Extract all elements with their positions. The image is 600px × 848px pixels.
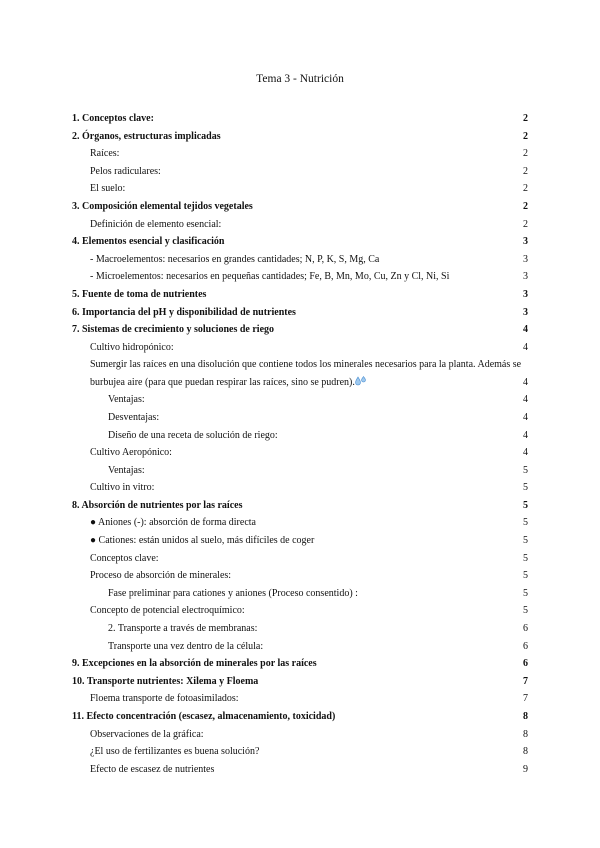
toc-entry-label: Cultivo hidropónico: <box>90 341 174 353</box>
toc-entry[interactable] <box>72 444 528 462</box>
toc-entry[interactable] <box>72 286 528 304</box>
toc-entry-label: Sumergir las raíces en una disolución que contiene todos los minerales necesarios para la planta. Además se burbujea aire (para que puedan respirar las raíces, sino se pudren). <box>90 359 522 388</box>
toc-entry-page: 3 <box>523 306 528 318</box>
toc-entry-page: 3 <box>523 271 528 283</box>
toc-entry[interactable] <box>72 620 528 638</box>
toc-entry[interactable] <box>72 761 528 779</box>
toc-entry-page: 7 <box>523 675 528 687</box>
toc-entry[interactable] <box>72 409 528 427</box>
toc-entry[interactable] <box>72 427 528 445</box>
toc-entry-page: 8 <box>523 728 528 740</box>
toc-entry-label: - Macroelementos: necesarios en grandes cantidades; N, P, K, S, Mg, Ca <box>90 253 380 265</box>
toc-entry-page: 6 <box>523 623 528 635</box>
toc-entry[interactable] <box>72 673 528 691</box>
toc-entry[interactable] <box>72 462 528 480</box>
toc-entry-label: ● Aniones (-): absorción de forma directa <box>90 517 256 529</box>
toc-entry[interactable] <box>72 110 528 128</box>
toc-entry-page: 9 <box>523 763 528 775</box>
toc-entry[interactable] <box>72 514 528 532</box>
toc-entry[interactable] <box>72 743 528 761</box>
toc-entry-label: Cultivo in vitro: <box>90 482 155 494</box>
toc-entry-page: 8 <box>523 746 528 758</box>
toc-entry[interactable] <box>72 321 528 339</box>
toc-entry-label: Conceptos clave: <box>90 552 159 564</box>
toc-entry-page: 2 <box>523 113 528 124</box>
toc-entry-label: 3. Composición elemental tejidos vegetales <box>72 200 253 212</box>
toc-entry-page: 5 <box>523 499 528 511</box>
toc-entry-label: Efecto de escasez de nutrientes <box>90 763 215 775</box>
toc-entry-page: 7 <box>523 693 528 705</box>
toc-entry-label: 9. Excepciones en la absorción de minerales por las raíces <box>72 658 317 670</box>
toc-entry[interactable] <box>72 145 528 163</box>
toc-entry-page: 2 <box>523 130 528 142</box>
toc-entry[interactable] <box>72 585 528 603</box>
toc-entry-page: 2 <box>523 200 528 212</box>
document-title: Tema 3 - Nutrición <box>256 73 344 85</box>
toc-entry-label: Fase preliminar para cationes y aniones (Proceso consentido) : <box>108 587 358 599</box>
table-of-contents <box>72 110 528 778</box>
toc-entry-label: 6. Importancia del pH y disponibilidad de nutrientes <box>72 306 296 318</box>
toc-entry-label: Observaciones de la gráfica: <box>90 728 204 740</box>
toc-entry[interactable] <box>72 233 528 251</box>
toc-entry-page: 3 <box>523 236 528 248</box>
toc-entry[interactable] <box>72 128 528 146</box>
toc-entry-label: 11. Efecto concentración (escasez, almacenamiento, toxicidad) <box>72 711 336 722</box>
toc-entry-label: 7. Sistemas de crecimiento y soluciones de riego <box>72 324 275 336</box>
toc-entry[interactable] <box>72 497 528 515</box>
toc-entry-page: 4 <box>523 447 528 459</box>
toc-entry-page: 6 <box>523 640 528 652</box>
toc-entry-label: Desventajas: <box>108 411 160 423</box>
toc-entry[interactable] <box>72 532 528 550</box>
toc-entry-page: 4 <box>523 411 528 423</box>
toc-entry-label: Ventajas: <box>108 394 145 406</box>
toc-entry-page: 2 <box>523 218 528 230</box>
toc-entry-label: Diseño de una receta de solución de riego: <box>108 429 278 441</box>
toc-entry[interactable] <box>72 251 528 269</box>
toc-entry-page: 4 <box>523 324 528 336</box>
toc-entry-page: 3 <box>523 253 528 265</box>
toc-entry-label: 8. Absorción de nutrientes por las raíces <box>72 499 243 511</box>
toc-entry[interactable] <box>72 391 528 409</box>
toc-entry-page: 5 <box>523 587 528 599</box>
toc-entry-label: 10. Transporte nutrientes: Xilema y Floema <box>72 675 259 687</box>
toc-entry[interactable] <box>72 339 528 357</box>
toc-entry[interactable] <box>72 356 528 391</box>
toc-entry-label: - Microelementos: necesarios en pequeñas cantidades; Fe, B, Mn, Mo, Cu, Zn y Cl, Ni, Si <box>90 271 450 283</box>
toc-entry-label: Pelos radiculares: <box>90 165 161 177</box>
toc-entry-page: 5 <box>523 482 528 494</box>
toc-entry-page: 3 <box>523 288 528 300</box>
toc-entry-label: 2. Órganos, estructuras implicadas <box>72 130 221 142</box>
toc-entry-label: Cultivo Aeropónico: <box>90 447 172 459</box>
droplets-icon <box>355 376 367 386</box>
toc-entry-label: Transporte una vez dentro de la célula: <box>108 640 264 652</box>
toc-entry[interactable] <box>72 602 528 620</box>
toc-entry[interactable] <box>72 708 528 726</box>
toc-entry-page: 2 <box>523 148 528 160</box>
toc-entry[interactable] <box>72 163 528 181</box>
toc-entry-page: 5 <box>523 570 528 582</box>
toc-entry[interactable] <box>72 304 528 322</box>
toc-entry-label: Floema transporte de fotoasimilados: <box>90 693 239 705</box>
toc-entry[interactable] <box>72 180 528 198</box>
toc-entry-label: El suelo: <box>90 183 126 195</box>
toc-entry-page: 5 <box>523 605 528 617</box>
toc-entry-label: Raíces: <box>90 148 120 160</box>
toc-entry-page: 5 <box>523 464 528 476</box>
toc-entry-label: Proceso de absorción de minerales: <box>90 570 232 582</box>
toc-entry[interactable] <box>72 198 528 216</box>
toc-entry[interactable] <box>72 726 528 744</box>
toc-entry-page: 5 <box>523 535 528 547</box>
toc-entry-label: Ventajas: <box>108 464 145 476</box>
toc-entry-label: 4. Elementos esencial y clasificación <box>72 236 225 248</box>
toc-entry-label: ¿El uso de fertilizantes es buena solución? <box>90 746 260 758</box>
toc-entry-page: 2 <box>523 183 528 195</box>
toc-entry-page: 5 <box>523 552 528 564</box>
toc-entry-page: 6 <box>523 658 528 670</box>
toc-entry[interactable] <box>72 638 528 656</box>
toc-entry[interactable] <box>72 550 528 568</box>
toc-entry[interactable] <box>72 479 528 497</box>
toc-entry-page: 4 <box>523 341 528 353</box>
toc-entry-page: 4 <box>523 394 528 406</box>
toc-entry[interactable] <box>72 567 528 585</box>
toc-entry[interactable] <box>72 268 528 286</box>
toc-entry-page: 4 <box>523 429 528 441</box>
toc-entry-page: 4 <box>523 376 528 388</box>
toc-entry-page: 5 <box>523 517 528 529</box>
toc-entry-label: Definición de elemento esencial: <box>90 218 222 230</box>
toc-entry-label: 1. Conceptos clave: <box>72 113 154 124</box>
toc-entry[interactable] <box>72 690 528 708</box>
toc-entry-page: 8 <box>523 711 528 722</box>
toc-entry-page: 2 <box>523 165 528 177</box>
toc-entry-label: ● Cationes: están unidos al suelo, más difíciles de coger <box>90 535 315 547</box>
toc-entry[interactable] <box>72 655 528 673</box>
toc-entry-label: 5. Fuente de toma de nutrientes <box>72 288 207 300</box>
toc-entry[interactable] <box>72 216 528 234</box>
toc-entry-label: Concepto de potencial electroquímico: <box>90 605 245 617</box>
toc-entry-label: 2. Transporte a través de membranas: <box>108 623 258 635</box>
